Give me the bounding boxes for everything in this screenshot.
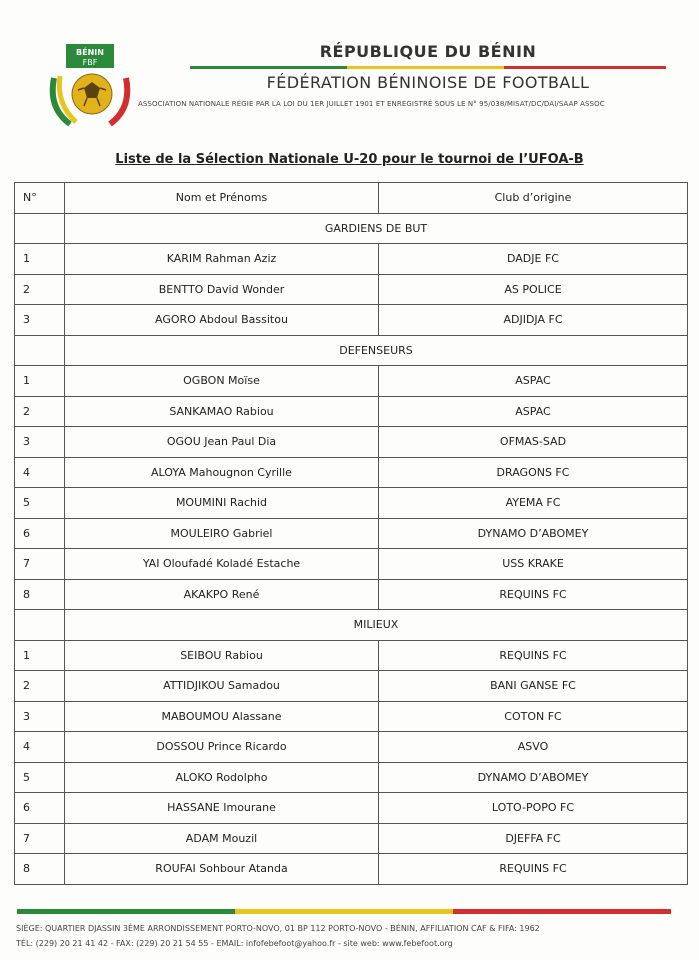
player-row [15,640,688,671]
footer-contact: TÉL: (229) 20 21 41 42 - FAX: (229) 20 21 54 55 - EMAIL: infofebefoot@yahoo.fr - site web: www.febefoot.org [16,939,453,948]
player-row [15,793,688,824]
section-label: GARDIENS DE BUT [65,213,688,244]
player-name: ROUFAI Sohbour Atanda [65,854,379,885]
player-club: DJEFFA FC [379,823,688,854]
player-number: 5 [15,762,65,793]
player-club: REQUINS FC [379,854,688,885]
player-club: USS KRAKE [379,549,688,580]
player-name: SANKAMAO Rabiou [65,396,379,427]
player-row [15,762,688,793]
player-row [15,549,688,580]
footer-address: SIÈGE: QUARTIER DJASSIN 3ÈME ARRONDISSEMENT PORTO-NOVO, 01 BP 112 PORTO-NOVO - BÉNIN, AFFILIATION CAF & FIFA: 1962 [16,924,540,933]
player-number: 2 [15,396,65,427]
player-name: OGOU Jean Paul Dia [65,427,379,458]
section-row [15,335,688,366]
col-club-header: Club d’origine [379,183,688,214]
selection-table [14,182,688,885]
player-number: 3 [15,701,65,732]
player-row [15,427,688,458]
player-row [15,671,688,702]
col-number-header: N° [15,183,65,214]
player-club: LOTO-POPO FC [379,793,688,824]
player-name: KARIM Rahman Aziz [65,244,379,275]
player-number: 3 [15,305,65,336]
player-row [15,488,688,519]
player-name: ADAM Mouzil [65,823,379,854]
player-name: DOSSOU Prince Ricardo [65,732,379,763]
player-club: ASPAC [379,366,688,397]
player-row [15,732,688,763]
player-club: BANI GANSE FC [379,671,688,702]
player-number: 7 [15,823,65,854]
player-club: DRAGONS FC [379,457,688,488]
player-row [15,274,688,305]
player-club: DYNAMO D’ABOMEY [379,518,688,549]
player-club: REQUINS FC [379,579,688,610]
player-name: ALOKO Rodolpho [65,762,379,793]
player-number: 8 [15,854,65,885]
section-row [15,610,688,641]
player-row [15,854,688,885]
player-number: 1 [15,244,65,275]
player-club: ASVO [379,732,688,763]
player-name: SEIBOU Rabiou [65,640,379,671]
player-row [15,396,688,427]
player-name: BENTTO David Wonder [65,274,379,305]
section-row [15,213,688,244]
player-name: OGBON Moïse [65,366,379,397]
player-number: 6 [15,518,65,549]
player-row [15,366,688,397]
republic-title: RÉPUBLIQUE DU BÉNIN [319,42,537,61]
player-club: AS POLICE [379,274,688,305]
player-club: DADJE FC [379,244,688,275]
player-number: 4 [15,457,65,488]
fbf-logo [40,38,140,130]
flag-line [190,66,666,69]
federation-title: FÉDÉRATION BÉNINOISE DE FOOTBALL [266,73,590,92]
player-number: 1 [15,366,65,397]
section-label: MILIEUX [65,610,688,641]
player-club: DYNAMO D’ABOMEY [379,762,688,793]
document-title: Liste de la Sélection Nationale U-20 pour le tournoi de l’UFOA-B [115,152,584,167]
logo-text: BÉNIN [76,48,104,57]
player-number: 6 [15,793,65,824]
player-club: OFMAS-SAD [379,427,688,458]
footer [16,921,682,951]
player-name: ATTIDJIKOU Samadou [65,671,379,702]
player-row [15,457,688,488]
player-row [15,305,688,336]
player-number: 3 [15,427,65,458]
player-row [15,244,688,275]
player-club: ASPAC [379,396,688,427]
player-club: COTON FC [379,701,688,732]
player-row [15,518,688,549]
player-name: MOUMINI Rachid [65,488,379,519]
section-empty-cell [15,213,65,244]
player-row [15,579,688,610]
player-number: 4 [15,732,65,763]
header [178,42,678,92]
player-name: MOULEIRO Gabriel [65,518,379,549]
player-name: AGORO Abdoul Bassitou [65,305,379,336]
section-label: DEFENSEURS [65,335,688,366]
player-name: MABOUMOU Alassane [65,701,379,732]
player-name: HASSANE Imourane [65,793,379,824]
footer-flag-bar [17,909,671,914]
section-empty-cell [15,610,65,641]
player-number: 2 [15,274,65,305]
player-club: ADJIDJA FC [379,305,688,336]
player-number: 5 [15,488,65,519]
player-club: REQUINS FC [379,640,688,671]
player-name: AKAKPO René [65,579,379,610]
player-number: 8 [15,579,65,610]
table-header-row [15,183,688,214]
player-row [15,701,688,732]
player-name: ALOYA Mahougnon Cyrille [65,457,379,488]
association-line: ASSOCIATION NATIONALE RÉGIE PAR LA LOI DU 1ER JUILLET 1901 ET ENREGISTRÉ SOUS LE N° 95/038/MISAT/DC/DAI/SAAP ASSOC [138,100,605,108]
player-number: 7 [15,549,65,580]
player-number: 2 [15,671,65,702]
player-row [15,823,688,854]
player-number: 1 [15,640,65,671]
logo-sub: FBF [82,58,98,67]
table-body [15,213,688,884]
player-club: AYEMA FC [379,488,688,519]
col-name-header: Nom et Prénoms [65,183,379,214]
player-name: YAI Oloufadé Koladé Estache [65,549,379,580]
section-empty-cell [15,335,65,366]
